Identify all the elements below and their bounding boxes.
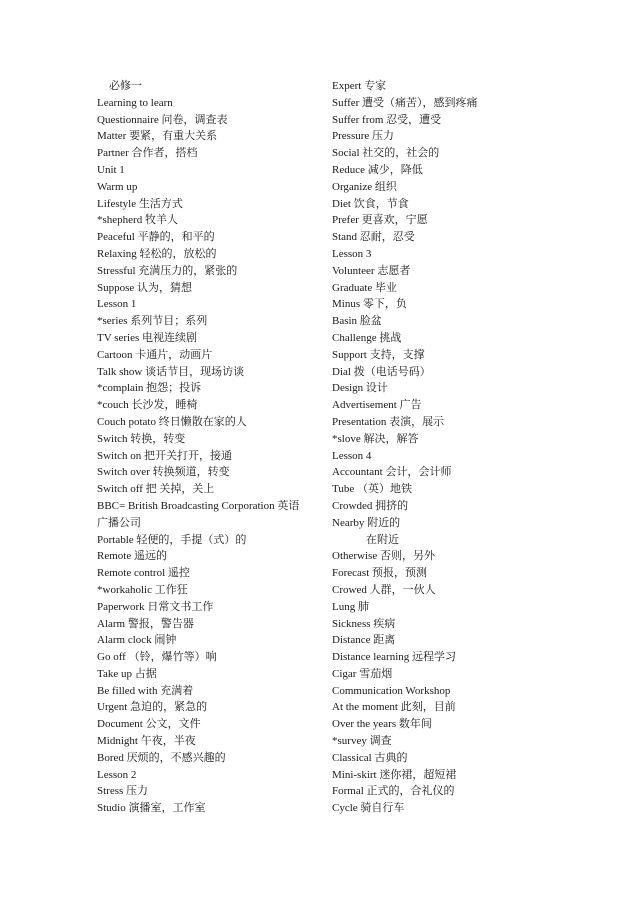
vocabulary-entry: Prefer 更喜欢，宁愿 (332, 214, 428, 227)
vocabulary-entry: Volunteer 志愿者 (332, 264, 411, 277)
vocabulary-entry: Lesson 4 (332, 449, 372, 462)
vocabulary-entry: Minus 零下，负 (332, 298, 407, 311)
vocabulary-entry: Accountant 会计，会计师 (332, 466, 452, 479)
vocabulary-entry: Talk show 谈话节目，现场访谈 (97, 365, 245, 378)
vocabulary-entry: Be filled with 充满着 (97, 684, 194, 697)
vocabulary-entry: Couch potato 终日懒散在家的人 (97, 415, 247, 428)
vocabulary-entry: Remote 遥远的 (97, 550, 167, 563)
vocabulary-entry: Suffer 遭受（痛苦），感到疼痛 (332, 96, 478, 109)
vocabulary-entry: Urgent 急迫的，紧急的 (97, 701, 208, 714)
vocabulary-entry: *couch 长沙发，睡椅 (97, 399, 198, 412)
vocabulary-entry: Crowded 拥挤的 (332, 499, 409, 512)
vocabulary-entry: *slove 解决，解答 (332, 432, 419, 445)
vocabulary-entry: Formal 正式的，合礼仪的 (332, 785, 455, 798)
vocabulary-entry: Otherwise 否则，另外 (332, 550, 435, 563)
vocabulary-entry: Remote control 遥控 (97, 567, 190, 580)
vocabulary-entry: Suppose 认为，猜想 (97, 281, 193, 294)
vocabulary-entry: Cartoon 卡通片，动画片 (97, 348, 213, 361)
vocabulary-entry: Support 支持，支撑 (332, 348, 425, 361)
vocabulary-entry: Lung 肺 (332, 600, 369, 613)
vocabulary-entry: Sickness 疾病 (332, 617, 396, 630)
vocabulary-entry: Reduce 减少，降低 (332, 163, 423, 176)
vocabulary-entry: *series 系列节目；系列 (97, 315, 208, 328)
vocabulary-entry: Pressure 压力 (332, 130, 395, 143)
vocabulary-entry: Social 社交的，社会的 (332, 147, 440, 160)
vocabulary-entry: Nearby 附近的 (332, 516, 401, 529)
vocabulary-entry: Switch on 把开关打开，接通 (97, 449, 233, 462)
vocabulary-entry: *survey 调查 (332, 735, 392, 748)
vocabulary-entry: Peaceful 平静的，和平的 (97, 231, 215, 244)
vocabulary-entry: Diet 饮食，节食 (332, 197, 409, 210)
vocabulary-entry: Questionnaire 问卷，调查表 (97, 113, 228, 126)
vocabulary-entry: TV series 电视连续剧 (97, 331, 198, 344)
vocabulary-entry: Lesson 1 (97, 298, 137, 311)
vocabulary-entry: Document 公文，文件 (97, 718, 201, 731)
vocabulary-entry: At the moment 此刻，目前 (332, 701, 456, 714)
right-vocabulary-column (332, 78, 552, 817)
left-vocabulary-column (97, 78, 325, 817)
vocabulary-entry: Communication Workshop (332, 684, 451, 697)
vocabulary-entry: Go off （铃，爆竹等）响 (97, 651, 217, 664)
vocabulary-entry: Tube （英）地铁 (332, 483, 412, 496)
vocabulary-entry: Organize 组织 (332, 180, 397, 193)
vocabulary-entry: Mini-skirt 迷你裙，超短裙 (332, 768, 457, 781)
vocabulary-entry: Graduate 毕业 (332, 281, 398, 294)
vocabulary-entry: Learning to learn (97, 96, 173, 109)
vocabulary-entry: Lifestyle 生活方式 (97, 197, 183, 210)
vocabulary-entry: Studio 演播室，工作室 (97, 802, 206, 815)
vocabulary-entry: Switch over 转换频道，转变 (97, 466, 230, 479)
vocabulary-entry: Distance learning 远程学习 (332, 651, 457, 664)
vocabulary-entry: Matter 要紧，有重大关系 (97, 130, 218, 143)
vocabulary-entry: Unit 1 (97, 163, 125, 176)
vocabulary-entry: Distance 距离 (332, 634, 396, 647)
vocabulary-entry: Warm up (97, 180, 138, 193)
vocabulary-entry: Portable 轻便的，手提（式）的 (97, 533, 247, 546)
vocabulary-entry: BBC= British Broadcasting Corporation 英语 (97, 499, 300, 512)
vocabulary-entry: Classical 古典的 (332, 751, 408, 764)
vocabulary-entry: Challenge 挑战 (332, 331, 402, 344)
vocabulary-entry: Presentation 表演，展示 (332, 415, 445, 428)
vocabulary-entry: Lesson 3 (332, 247, 372, 260)
vocabulary-entry: Lesson 2 (97, 768, 137, 781)
vocabulary-entry: Stressful 充满压力的，紧张的 (97, 264, 238, 277)
vocabulary-entry: Cycle 骑自行车 (332, 802, 405, 815)
vocabulary-entry: *workaholic 工作狂 (97, 583, 188, 596)
vocabulary-entry: Switch off 把 关掉，关上 (97, 483, 215, 496)
vocabulary-entry: Alarm 警报，警告器 (97, 617, 194, 630)
vocabulary-entry: Over the years 数年间 (332, 718, 432, 731)
vocabulary-entry: Midnight 午夜，半夜 (97, 735, 196, 748)
vocabulary-entry: Bored 厌烦的，不感兴趣的 (97, 751, 226, 764)
vocabulary-entry: 广播公司 (97, 516, 141, 529)
vocabulary-entry: Cigar 雪茄烟 (332, 667, 393, 680)
vocabulary-entry: Stand 忍耐，忍受 (332, 231, 415, 244)
vocabulary-entry: Crowed 人群，一伙人 (332, 583, 436, 596)
vocabulary-entry: Paperwork 日常文书工作 (97, 600, 214, 613)
vocabulary-entry: Take up 占据 (97, 667, 157, 680)
vocabulary-entry: Advertisement 广告 (332, 399, 422, 412)
vocabulary-entry: Expert 专家 (332, 80, 387, 92)
vocabulary-entry: Suffer from 忍受，遭受 (332, 113, 442, 126)
vocabulary-entry: Stress 压力 (97, 785, 149, 798)
vocabulary-entry: Dial 拨（电话号码） (332, 365, 431, 378)
vocabulary-entry: 必修一 (109, 80, 142, 92)
vocabulary-entry: *shepherd 牧羊人 (97, 214, 178, 227)
vocabulary-entry: Relaxing 轻松的，放松的 (97, 247, 217, 260)
vocabulary-entry: Alarm clock 闹钟 (97, 634, 177, 647)
vocabulary-entry: *complain 抱怨；投诉 (97, 382, 202, 395)
vocabulary-entry: Basin 脸盆 (332, 315, 382, 328)
vocabulary-entry: 在附近 (366, 533, 399, 546)
vocabulary-entry: Design 设计 (332, 382, 388, 395)
vocabulary-entry: Switch 转换，转变 (97, 432, 186, 445)
vocabulary-entry: Partner 合作者，搭档 (97, 147, 198, 160)
vocabulary-entry: Forecast 预报，预测 (332, 567, 428, 580)
